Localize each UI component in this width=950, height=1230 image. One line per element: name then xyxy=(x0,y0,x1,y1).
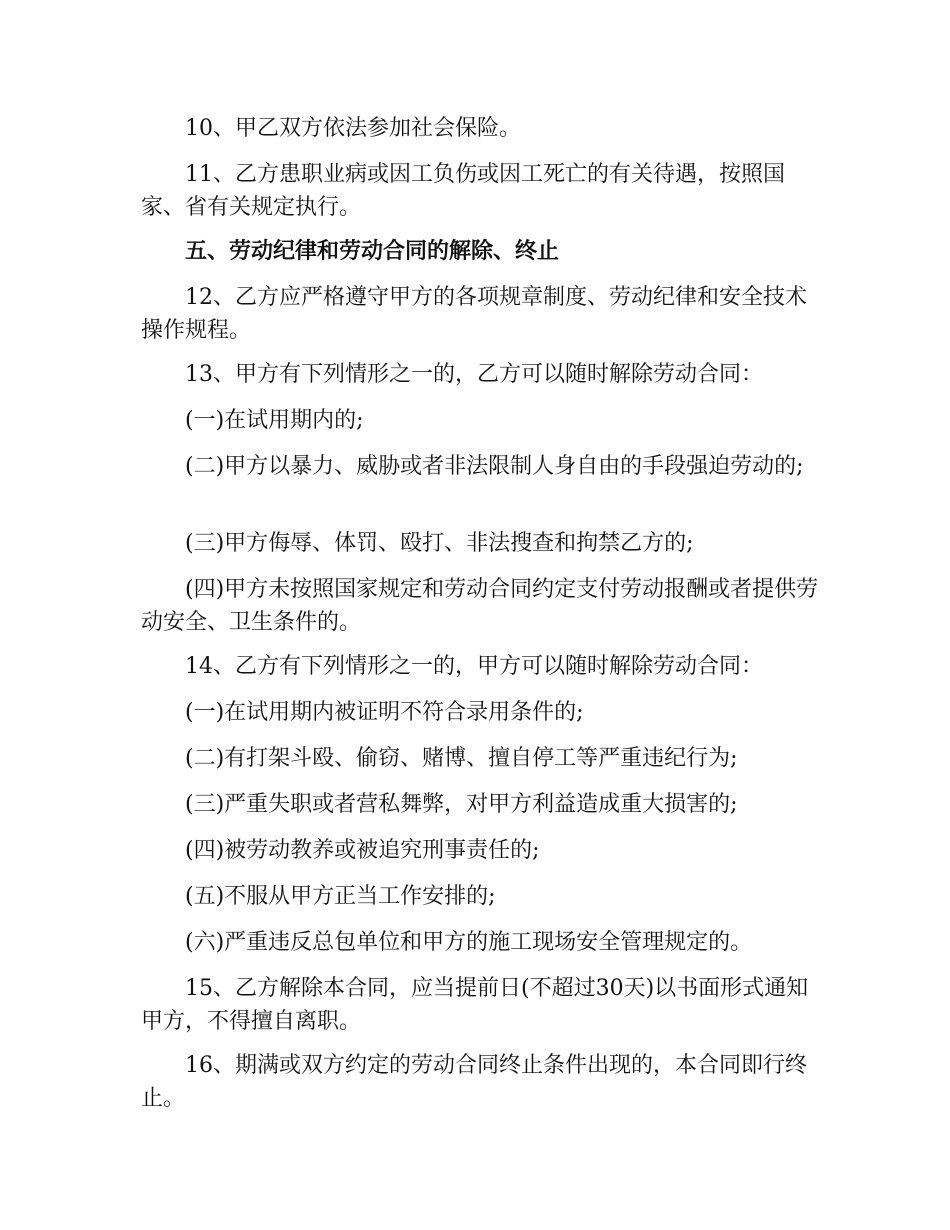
section-heading-5: 五、劳动纪律和劳动合同的解除、终止 xyxy=(185,239,560,264)
clause-13-item-4: (四)甲方未按照国家规定和劳动合同约定支付劳动报酬或者提供劳动安全、卫生条件的。 xyxy=(141,577,819,635)
clause-14-item-3: (三)严重失职或者营私舞弊，对甲方利益造成重大损害的; xyxy=(185,792,738,817)
clause-14-item-1: (一)在试用期内被证明不符合录用条件的; xyxy=(185,700,584,725)
clause-11: 11、乙方患职业病或因工负伤或因工死亡的有关待遇，按照国家、省有关规定执行。 xyxy=(141,162,785,220)
clause-13: 13、甲方有下列情形之一的，乙方可以随时解除劳动合同： xyxy=(185,362,763,387)
clause-13-item-3: (三)甲方侮辱、体罚、殴打、非法搜查和拘禁乙方的; xyxy=(185,531,694,556)
clause-14-item-5: (五)不服从甲方正当工作安排的; xyxy=(185,884,496,909)
clause-14: 14、乙方有下列情形之一的，甲方可以随时解除劳动合同： xyxy=(185,654,763,679)
clause-10: 10、甲乙双方依法参加社会保险。 xyxy=(185,116,521,141)
clause-16: 16、期满或双方约定的劳动合同终止条件出现的，本合同即行终止。 xyxy=(141,1053,807,1111)
clause-13-item-2: (二)甲方以暴力、威胁或者非法限制人身自由的手段强迫劳动的; xyxy=(185,454,804,479)
clause-14-item-6: (六)严重违反总包单位和甲方的施工现场安全管理规定的。 xyxy=(185,930,753,955)
clause-14-item-4: (四)被劳动教养或被追究刑事责任的; xyxy=(185,838,540,863)
clause-12: 12、乙方应严格遵守甲方的各项规章制度、劳动纪律和安全技术操作规程。 xyxy=(141,285,807,343)
clause-14-item-2: (二)有打架斗殴、偷窃、赌博、擅自停工等严重违纪行为; xyxy=(185,746,738,771)
clause-15: 15、乙方解除本合同，应当提前日(不超过30天)以书面形式通知甲方，不得擅自离职。 xyxy=(141,976,809,1034)
clause-13-item-1: (一)在试用期内的; xyxy=(185,408,364,433)
